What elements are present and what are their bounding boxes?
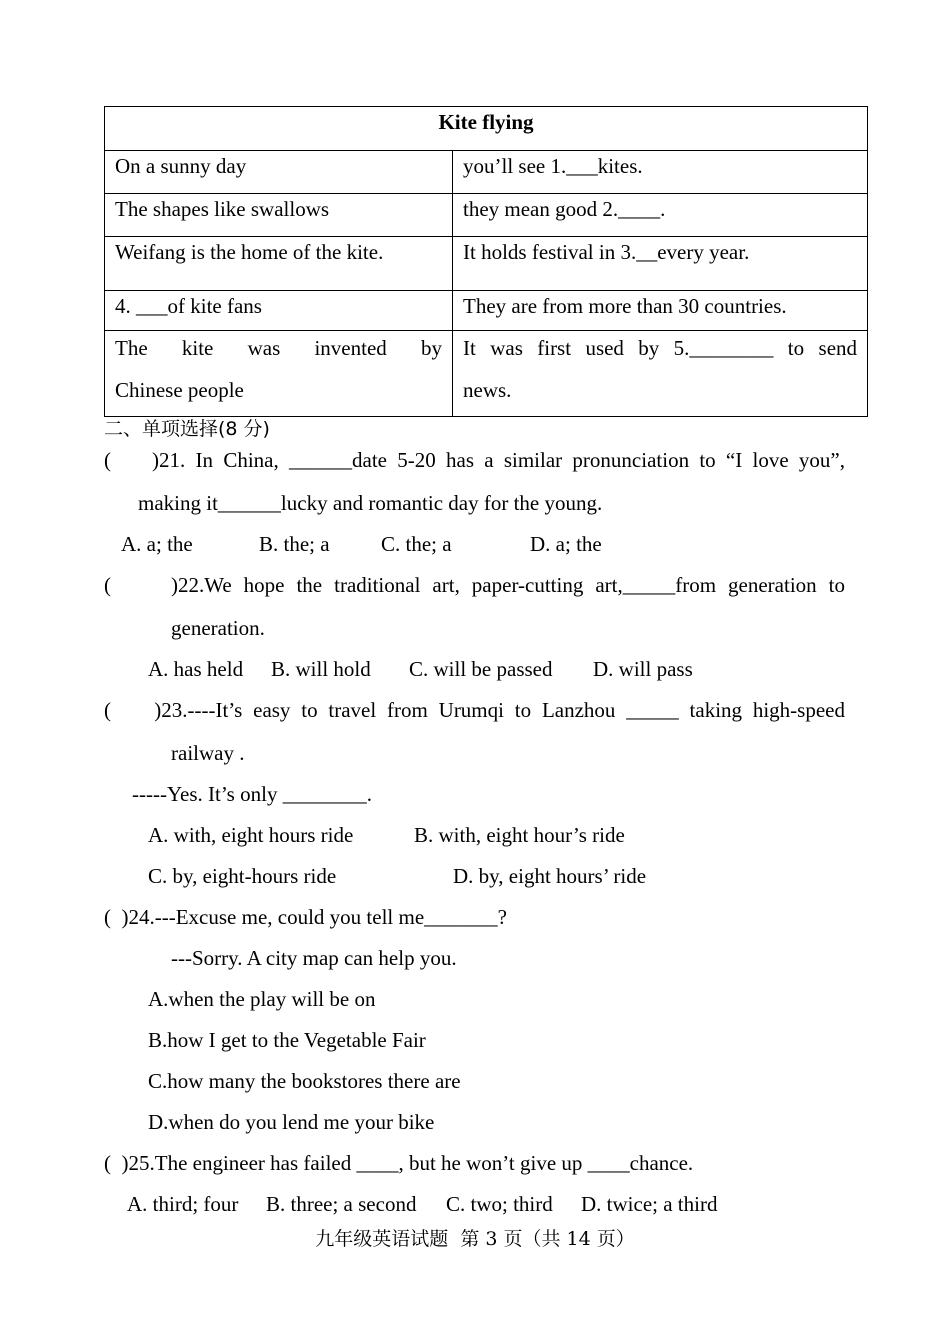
kite-flying-table	[104, 106, 868, 417]
question-21-stem: ( )21. In China, ______date 5-20 has a similar pronunciation to “I love you”,	[104, 448, 845, 472]
option-22-a: A. has held	[148, 657, 244, 681]
option-23-d: D. by, eight hours’ ride	[453, 864, 647, 888]
option-21-a: A. a; the	[121, 532, 193, 556]
option-22-c: C. will be passed	[409, 657, 553, 681]
option-24-b: B.how I get to the Vegetable Fair	[148, 1028, 426, 1052]
option-21-c: C. the; a	[381, 532, 452, 556]
table-cell: they mean good 2.____.	[453, 194, 868, 237]
option-25-c: C. two; third	[446, 1192, 553, 1216]
option-21-d: D. a; the	[530, 532, 602, 556]
question-24-reply: ---Sorry. A city map can help you.	[171, 946, 457, 970]
option-21-b: B. the; a	[259, 532, 330, 556]
option-24-d: D.when do you lend me your bike	[148, 1110, 435, 1134]
question-22-stem: ( )22.We hope the traditional art, paper-cutting art,_____from generation to	[104, 573, 845, 597]
section-title: 二、单项选择(8 分)	[104, 418, 270, 440]
option-24-c: C.how many the bookstores there are	[148, 1069, 461, 1093]
question-25-stem: ( )25.The engineer has failed ____, but he won’t give up ____chance.	[104, 1151, 694, 1175]
option-23-c: C. by, eight-hours ride	[148, 864, 337, 888]
option-25-b: B. three; a second	[266, 1192, 417, 1216]
option-23-b: B. with, eight hour’s ride	[414, 823, 625, 847]
option-25-a: A. third; four	[127, 1192, 239, 1216]
option-25-d: D. twice; a third	[581, 1192, 718, 1216]
table-cell: The shapes like swallows	[105, 194, 453, 237]
table-cell	[453, 331, 868, 417]
question-23-stem-cont: railway .	[171, 741, 245, 765]
question-23-stem: ( )23.----It’s easy to travel from Urumqi to Lanzhou _____ taking high-speed	[104, 698, 845, 722]
table-cell-line: It was first used by 5.________ to send	[463, 336, 858, 360]
table-cell: On a sunny day	[105, 151, 453, 194]
table-cell: Weifang is the home of the kite.	[105, 237, 453, 291]
question-23-reply: -----Yes. It’s only ________.	[132, 782, 372, 806]
table-cell: It holds festival in 3.__every year.	[453, 237, 868, 291]
question-22-stem-cont: generation.	[171, 616, 265, 640]
table-cell: They are from more than 30 countries.	[453, 291, 868, 331]
question-24-stem: ( )24.---Excuse me, could you tell me_______?	[104, 905, 507, 929]
table-caption: Kite flying	[105, 107, 868, 151]
table-cell: 4. ___of kite fans	[105, 291, 453, 331]
table-cell-line: The kite was invented by	[115, 336, 442, 360]
option-22-d: D. will pass	[593, 657, 693, 681]
option-24-a: A.when the play will be on	[148, 987, 376, 1011]
table-cell-line: Chinese people	[115, 378, 244, 402]
option-22-b: B. will hold	[271, 657, 371, 681]
page-footer: 九年级英语试题 第 3 页（共 14 页）	[315, 1228, 635, 1250]
table-cell: you’ll see 1.___kites.	[453, 151, 868, 194]
table-cell-line: news.	[463, 378, 512, 402]
table-cell	[105, 331, 453, 417]
option-23-a: A. with, eight hours ride	[148, 823, 354, 847]
question-21-stem-cont: making it______lucky and romantic day for the young.	[138, 491, 603, 515]
